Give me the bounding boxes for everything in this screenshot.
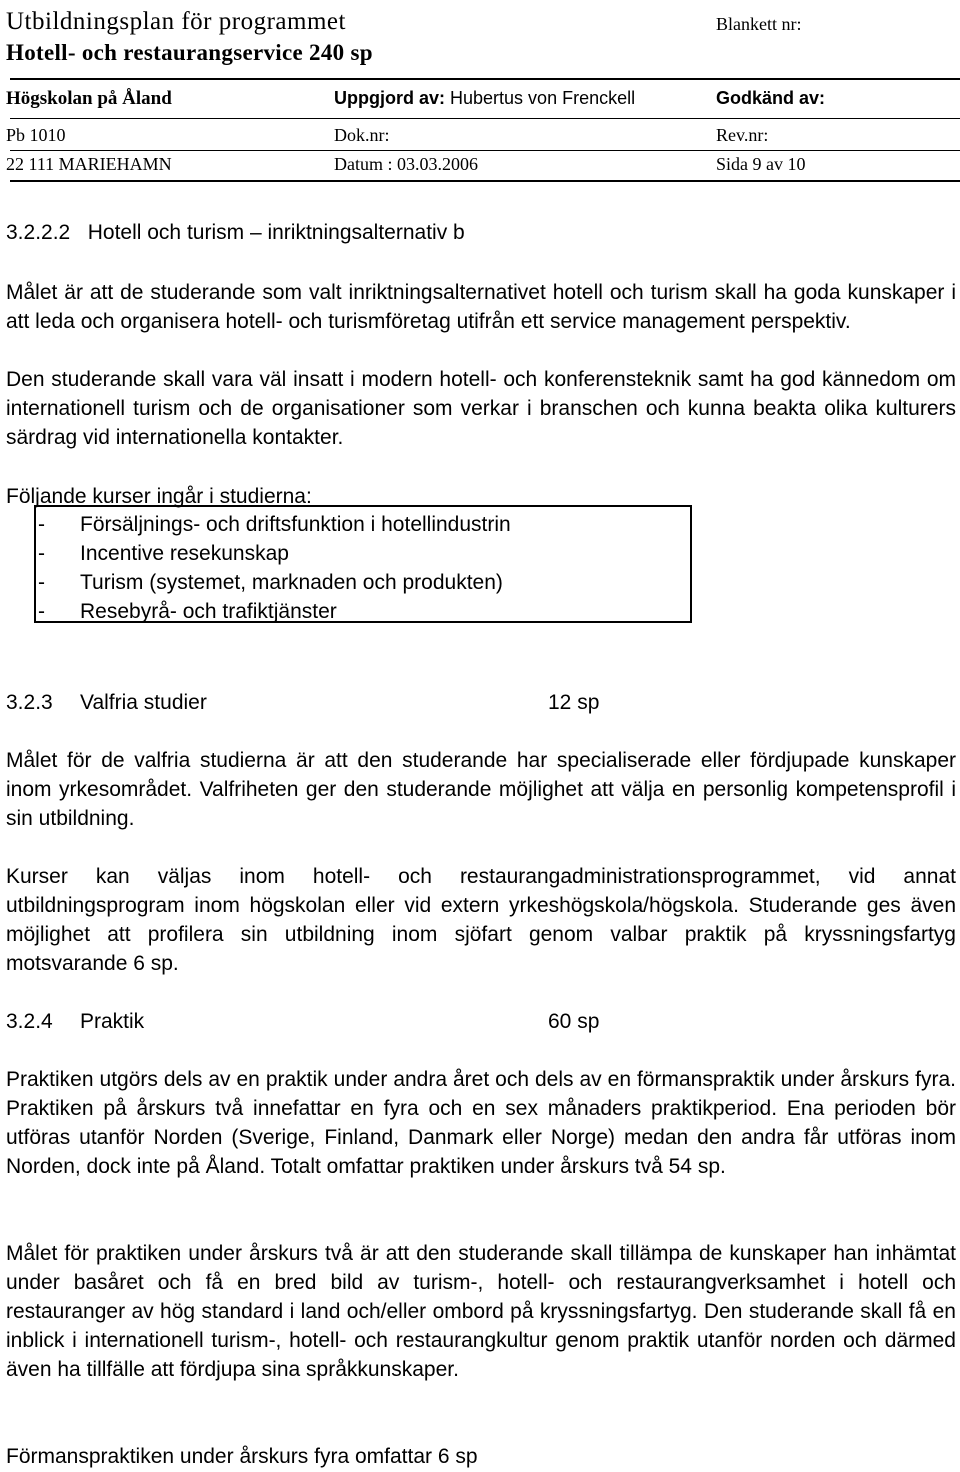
course-item [38,510,511,539]
course-name: Resebyrå- och trafiktjänster [80,600,337,623]
header-revnr: Rev.nr: [716,125,769,145]
section-324-para3: Förmanspraktiken under årskurs fyra omfattar 6 sp [6,1445,478,1468]
course-dash: - [38,600,45,623]
section-322-para2-wrap [6,365,956,452]
header-address2: 22 111 MARIEHAMN [6,154,172,174]
header-divider-3 [10,150,960,151]
header-uppgjord-label: Uppgjord av: [334,88,445,108]
section-323-title: Valfria studier [80,691,207,714]
section-322-para2: Den studerande skall vara väl insatt i modern hotell- och konferensteknik samt ha god kännedom om internationell turism och de organisationer som verkar i branschen och kunna beakta olika kulturers särdrag vid internationella kontakter. [6,368,956,449]
header-title-line2: Hotell- och restaurangservice 240 sp [6,40,373,65]
course-item [38,597,337,626]
header-doknr: Dok.nr: [334,125,390,145]
course-dash: - [38,513,45,536]
header-sida: Sida 9 av 10 [716,154,806,174]
document-header [0,0,960,183]
course-name: Turism (systemet, marknaden och produkten) [80,571,503,594]
section-323-number: 3.2.3 [6,691,53,714]
course-name: Försäljnings- och driftsfunktion i hotellindustrin [80,513,511,536]
header-godkand: Godkänd av: [716,88,826,108]
header-divider-2 [10,118,960,119]
section-324-number: 3.2.4 [6,1010,53,1033]
section-324-para2-wrap [6,1239,956,1384]
course-name: Incentive resekunskap [80,542,289,565]
header-datum: Datum : 03.03.2006 [334,154,478,174]
section-323-para1: Målet för de valfria studierna är att den studerande har specialiserade eller fördjupade kunskaper inom yrkesområdet. Valfriheten ger den studerande möjlighet att välja en personlig kompetensprofil i sin utbildning. [6,749,956,830]
header-divider-4 [10,180,960,182]
course-item [38,568,503,597]
header-uppgjord-name: Hubertus von Frenckell [450,88,636,108]
course-dash: - [38,542,45,565]
section-322-heading: 3.2.2.2 Hotell och turism – inriktningsalternativ b [6,221,465,244]
course-item [38,539,289,568]
section-324-para2: Målet för praktiken under årskurs två är att den studerande skall tillämpa de kunskaper han inhämtat under basåret och få en bred bild av turism-, hotell- och restaurangverksamhet i hotell och restauranger av hög standard i land och/eller ombord på kryssningsfartyg. Den studerande skall få en inblick i internationell turism-, hotell- och restaurangkultur genom praktik utanför norden och därmed även ha tillfälle att fördjupa sina språkkunskaper. [6,1242,956,1381]
courses-intro: Följande kurser ingår i studierna: [6,485,312,508]
section-323-para1-wrap [6,746,956,833]
section-324-para1-wrap [6,1065,956,1181]
section-322-para1: Målet är att de studerande som valt inriktningsalternativet hotell och turism skall ha goda kunskaper i att leda och organisera hotell- och turismföretag utifrån ett service management perspektiv. [6,281,956,333]
course-dash: - [38,571,45,594]
section-324-para1: Praktiken utgörs dels av en praktik under andra året och dels av en förmanspraktik under årskurs fyra. Praktiken på årskurs två innefattar en fyra och en sex månaders praktikperiod. Ena perioden bör utföras utanför Norden (Sverige, Finland, Danmark eller Norge) medan den andra får utföras inom Norden, dock inte på Åland. Totalt omfattar praktiken under årskurs två 54 sp. [6,1068,956,1178]
section-324-title: Praktik [80,1010,145,1033]
section-323-para2: Kurser kan väljas inom hotell- och restaurangadministrationsprogrammet, vid annat utbildningsprogram inom högskolan eller vid extern yrkeshögskola/högskola. Studerande ges även möjlighet att profilera sin utbildning inom sjöfart genom valbar praktik på kryssningsfartyg motsvarande 6 sp. [6,865,956,975]
section-323-para2-wrap [6,862,956,978]
header-divider-1 [10,78,960,80]
header-title-line1: Utbildningsplan för programmet [6,8,346,35]
header-blankett: Blankett nr: [716,14,802,34]
section-324-credits: 60 sp [548,1010,600,1033]
header-address1: Pb 1010 [6,125,66,145]
header-uppgjord [334,88,635,109]
section-323-credits: 12 sp [548,691,600,714]
section-322-para1-wrap [6,278,956,336]
header-institution: Högskolan på Åland [6,88,172,109]
